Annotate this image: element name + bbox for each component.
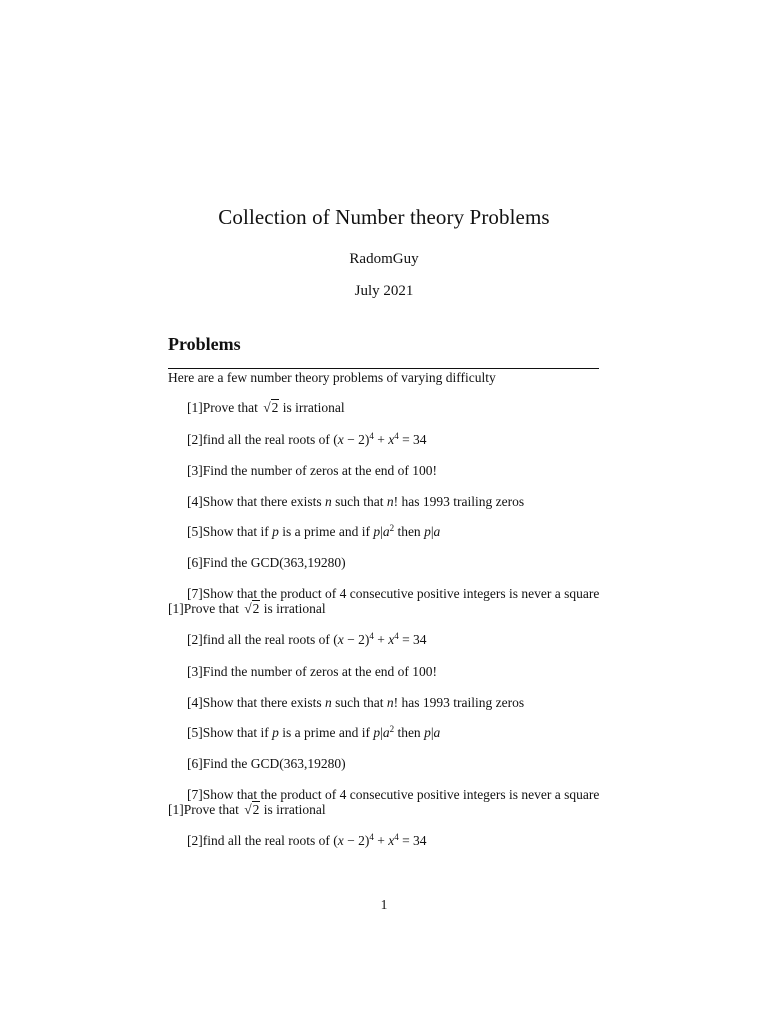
problem-1 xyxy=(168,802,326,818)
problem-text: then xyxy=(394,725,425,740)
square-root xyxy=(261,400,279,416)
problem-5 xyxy=(187,725,440,741)
problem-text: − 2) xyxy=(343,632,370,647)
document-author: RadomGuy xyxy=(349,251,419,267)
math-var: p xyxy=(272,725,279,740)
square-root xyxy=(242,802,260,818)
problem-2 xyxy=(187,632,427,648)
exponent: 4 xyxy=(369,832,374,842)
divides-bar: | xyxy=(430,725,434,740)
problem-text: [1]Prove that xyxy=(168,802,243,817)
problem-text: is irrational xyxy=(279,400,345,415)
problem-text: [5]Show that if xyxy=(187,524,273,539)
math-var: n xyxy=(324,695,332,710)
problem-text: − 2) xyxy=(343,432,370,447)
math-var: p xyxy=(373,725,381,740)
exponent: 4 xyxy=(394,431,399,441)
exponent: 4 xyxy=(394,832,399,842)
problem-text: [2]find all the real roots of ( xyxy=(187,833,338,848)
problem-1 xyxy=(168,601,326,617)
problem-text: − 2) xyxy=(343,833,370,848)
radical-sign: √ xyxy=(263,400,271,415)
problem-2 xyxy=(187,432,427,448)
radical-sign: √ xyxy=(244,802,252,817)
problem-6: [6]Find the GCD(363,19280) xyxy=(187,555,346,570)
problem-text: [4]Show that there exists xyxy=(187,494,325,509)
math-var: p xyxy=(424,524,431,539)
problem-text: + xyxy=(373,632,389,647)
problem-text: such that xyxy=(331,695,387,710)
page-number: 1 xyxy=(380,897,388,912)
problem-text: [2]find all the real roots of ( xyxy=(187,432,338,447)
math-var: p xyxy=(424,725,431,740)
problem-text: is irrational xyxy=(260,601,326,616)
divides-bar: | xyxy=(430,524,434,539)
math-var: a xyxy=(433,524,441,539)
divides-bar: | xyxy=(380,725,383,740)
problem-4 xyxy=(187,695,524,711)
math-var: n xyxy=(386,494,394,509)
radicand: 2 xyxy=(252,802,260,817)
math-var: x xyxy=(388,432,395,447)
problem-text: [4]Show that there exists xyxy=(187,695,325,710)
problem-text: is a prime and if xyxy=(278,524,374,539)
math-var: p xyxy=(272,524,279,539)
problem-3: [3]Find the number of zeros at the end of 100! xyxy=(187,463,438,478)
section-rule xyxy=(168,368,599,369)
problem-text: + xyxy=(373,833,389,848)
problem-text: = 34 xyxy=(398,833,427,848)
problem-text: = 34 xyxy=(398,432,427,447)
problem-text: then xyxy=(394,524,425,539)
math-var: x xyxy=(388,833,395,848)
problem-text: [5]Show that if xyxy=(187,725,273,740)
math-var: p xyxy=(373,524,381,539)
radicand: 2 xyxy=(252,601,260,616)
document-title: Collection of Number theory Problems xyxy=(218,205,550,229)
math-var: x xyxy=(388,632,395,647)
problem-text: is a prime and if xyxy=(278,725,374,740)
problem-text: such that xyxy=(331,494,387,509)
problem-2 xyxy=(187,833,427,849)
problem-text: [2]find all the real roots of ( xyxy=(187,632,338,647)
square-root xyxy=(242,601,260,617)
problem-text: = 34 xyxy=(398,632,427,647)
exponent: 4 xyxy=(394,631,399,641)
problem-4 xyxy=(187,494,524,510)
intro-paragraph: Here are a few number theory problems of varying difficulty xyxy=(168,370,496,385)
problem-text: ! has 1993 trailing zeros xyxy=(393,494,525,509)
problem-6: [6]Find the GCD(363,19280) xyxy=(187,756,346,771)
math-var: a xyxy=(382,725,390,740)
problem-5 xyxy=(187,524,440,540)
exponent: 4 xyxy=(369,631,374,641)
problem-7: [7]Show that the product of 4 consecutive positive integers is never a square xyxy=(187,586,600,601)
section-heading: Problems xyxy=(168,334,241,354)
problem-3: [3]Find the number of zeros at the end of 100! xyxy=(187,664,438,679)
radical-sign: √ xyxy=(244,601,252,616)
problem-text: ! has 1993 trailing zeros xyxy=(393,695,525,710)
problem-1 xyxy=(187,400,345,416)
problem-text: [1]Prove that xyxy=(187,400,262,415)
math-var: n xyxy=(324,494,332,509)
problem-text: + xyxy=(373,432,389,447)
document-date: July 2021 xyxy=(354,283,414,299)
math-var: x xyxy=(337,632,344,647)
math-var: x xyxy=(337,833,344,848)
math-var: x xyxy=(337,432,344,447)
math-var: n xyxy=(386,695,394,710)
exponent: 2 xyxy=(389,523,395,533)
exponent: 2 xyxy=(389,724,395,734)
problem-text: is irrational xyxy=(260,802,326,817)
problem-7: [7]Show that the product of 4 consecutive positive integers is never a square xyxy=(187,787,600,802)
problem-text: [1]Prove that xyxy=(168,601,243,616)
math-var: a xyxy=(382,524,390,539)
exponent: 4 xyxy=(369,431,374,441)
divides-bar: | xyxy=(380,524,383,539)
radicand: 2 xyxy=(271,400,279,415)
math-var: a xyxy=(433,725,441,740)
